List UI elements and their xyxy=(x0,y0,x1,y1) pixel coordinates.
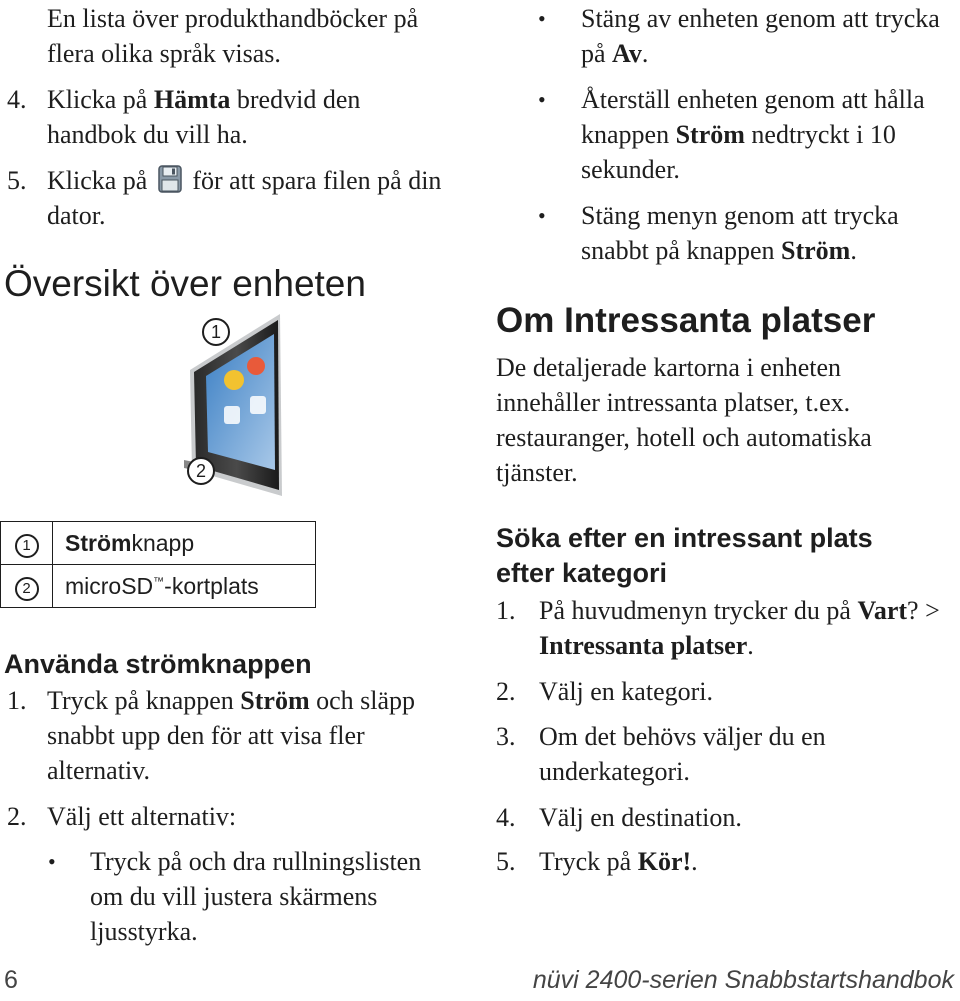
callout-badge: 1 xyxy=(15,534,39,558)
step-number: 3. xyxy=(496,722,516,751)
step-text: handbok du vill ha. xyxy=(47,120,248,149)
search-step-5 xyxy=(496,844,960,880)
bullet-text: Stäng menyn genom att trycka xyxy=(581,201,899,230)
bullet-reset xyxy=(538,82,960,190)
callout-2: 2 xyxy=(187,457,215,485)
step-bold: Hämta xyxy=(153,85,231,114)
intro-line: En lista över produkthandböcker på xyxy=(47,4,419,33)
step-number: 4. xyxy=(7,85,27,114)
bullet-text: . xyxy=(641,39,649,68)
page-number: 6 xyxy=(4,966,18,994)
power-step-2 xyxy=(0,799,470,835)
step-bold: Kör! xyxy=(637,847,692,876)
step-bold: Intressanta platser xyxy=(539,631,748,660)
search-step-1 xyxy=(496,593,960,665)
step-text: dator. xyxy=(47,201,106,230)
step-text: snabbt upp den för att visa fler xyxy=(47,721,365,750)
key-label-bold: Ström xyxy=(65,529,132,556)
search-step-2 xyxy=(496,674,960,710)
bullet-text: knappen xyxy=(581,120,676,149)
step-text: På huvudmenyn trycker du på xyxy=(539,596,858,625)
device-keys-table xyxy=(0,521,316,608)
step-number: 4. xyxy=(496,803,516,832)
step-text: Klicka på xyxy=(47,166,148,195)
step-bold: Vart xyxy=(857,596,908,625)
bullet-bold: Ström xyxy=(675,120,745,149)
bullet-dot: • xyxy=(538,203,546,228)
bullet-dot: • xyxy=(538,6,546,31)
poi-line: innehåller intressanta platser, t.ex. xyxy=(496,388,851,417)
search-heading xyxy=(496,521,873,591)
step-number: 5. xyxy=(7,166,27,195)
save-disk-icon xyxy=(158,165,182,193)
step-number: 5. xyxy=(496,847,516,876)
power-heading: Använda strömknappen xyxy=(4,649,312,679)
step-text: Välj ett alternativ: xyxy=(47,802,237,831)
bullet-text: snabbt på knappen xyxy=(581,236,782,265)
callout-1: 1 xyxy=(202,318,230,346)
intro-line: flera olika språk visas. xyxy=(47,39,281,68)
step-text: Tryck på knappen xyxy=(47,686,241,715)
step-text: alternativ. xyxy=(47,756,150,785)
bullet-bold: Ström xyxy=(781,236,851,265)
bullet-dot: • xyxy=(538,87,546,112)
step-5 xyxy=(0,163,470,235)
manual-title: nüvi 2400-serien Snabbstartshandbok xyxy=(532,966,954,994)
bullet-text: nedtryckt i 10 xyxy=(744,120,896,149)
bullet-bold: Av xyxy=(612,39,642,68)
step-text: Välj en kategori. xyxy=(539,677,713,706)
step-text: bredvid den xyxy=(230,85,361,114)
step-number: 2. xyxy=(496,677,516,706)
bullet-text: Återställ enheten genom att hålla xyxy=(581,85,925,114)
step-text: . xyxy=(691,847,698,876)
step-4 xyxy=(0,82,470,154)
bullet-dot: • xyxy=(48,849,56,874)
poi-line: De detaljerade kartorna i enheten xyxy=(496,353,842,382)
bullet-text: på xyxy=(581,39,613,68)
step-number: 1. xyxy=(7,686,27,715)
intro-paragraph xyxy=(47,1,418,71)
poi-paragraph xyxy=(496,350,960,490)
search-heading-line: efter kategori xyxy=(496,558,668,588)
callout-badge: 2 xyxy=(15,577,39,601)
step-text: för att spara filen på din xyxy=(192,166,442,195)
power-step-1 xyxy=(0,683,470,791)
step-text: och släpp xyxy=(309,686,416,715)
bullet-text: sekunder. xyxy=(581,155,680,184)
bullet-close-menu xyxy=(538,198,960,270)
bullet-text: . xyxy=(850,236,857,265)
overview-heading: Översikt över enheten xyxy=(4,263,366,304)
bullet-brightness xyxy=(48,844,468,952)
bullet-text: om du vill justera skärmens xyxy=(90,882,378,911)
bullet-power-off xyxy=(538,1,960,73)
step-bold: Ström xyxy=(240,686,310,715)
step-text: Välj en destination. xyxy=(539,803,742,832)
bullet-text: Stäng av enheten genom att trycka xyxy=(581,4,940,33)
poi-heading: Om Intressanta platser xyxy=(496,301,876,340)
step-text: Tryck på xyxy=(539,847,638,876)
step-text: . xyxy=(747,631,754,660)
key-label: -kortplats xyxy=(164,572,259,599)
step-text: Klicka på xyxy=(47,85,154,114)
step-text: ? > xyxy=(907,596,940,625)
key-label: microSD xyxy=(65,572,154,599)
key-label: knapp xyxy=(131,529,195,556)
bullet-text: ljusstyrka. xyxy=(90,917,198,946)
search-heading-line: Söka efter en intressant plats xyxy=(496,523,873,553)
poi-line: tjänster. xyxy=(496,458,578,487)
step-number: 2. xyxy=(7,802,27,831)
table-row xyxy=(1,565,316,608)
step-text: underkategori. xyxy=(539,757,690,786)
poi-line: restauranger, hotell och automatiska xyxy=(496,423,872,452)
step-number: 1. xyxy=(496,596,516,625)
search-step-4 xyxy=(496,800,960,836)
bullet-text: Tryck på och dra rullningslisten xyxy=(90,847,422,876)
table-row xyxy=(1,522,316,565)
step-text: Om det behövs väljer du en xyxy=(539,722,826,751)
trademark-symbol: ™ xyxy=(153,575,165,588)
search-step-3 xyxy=(496,719,960,791)
